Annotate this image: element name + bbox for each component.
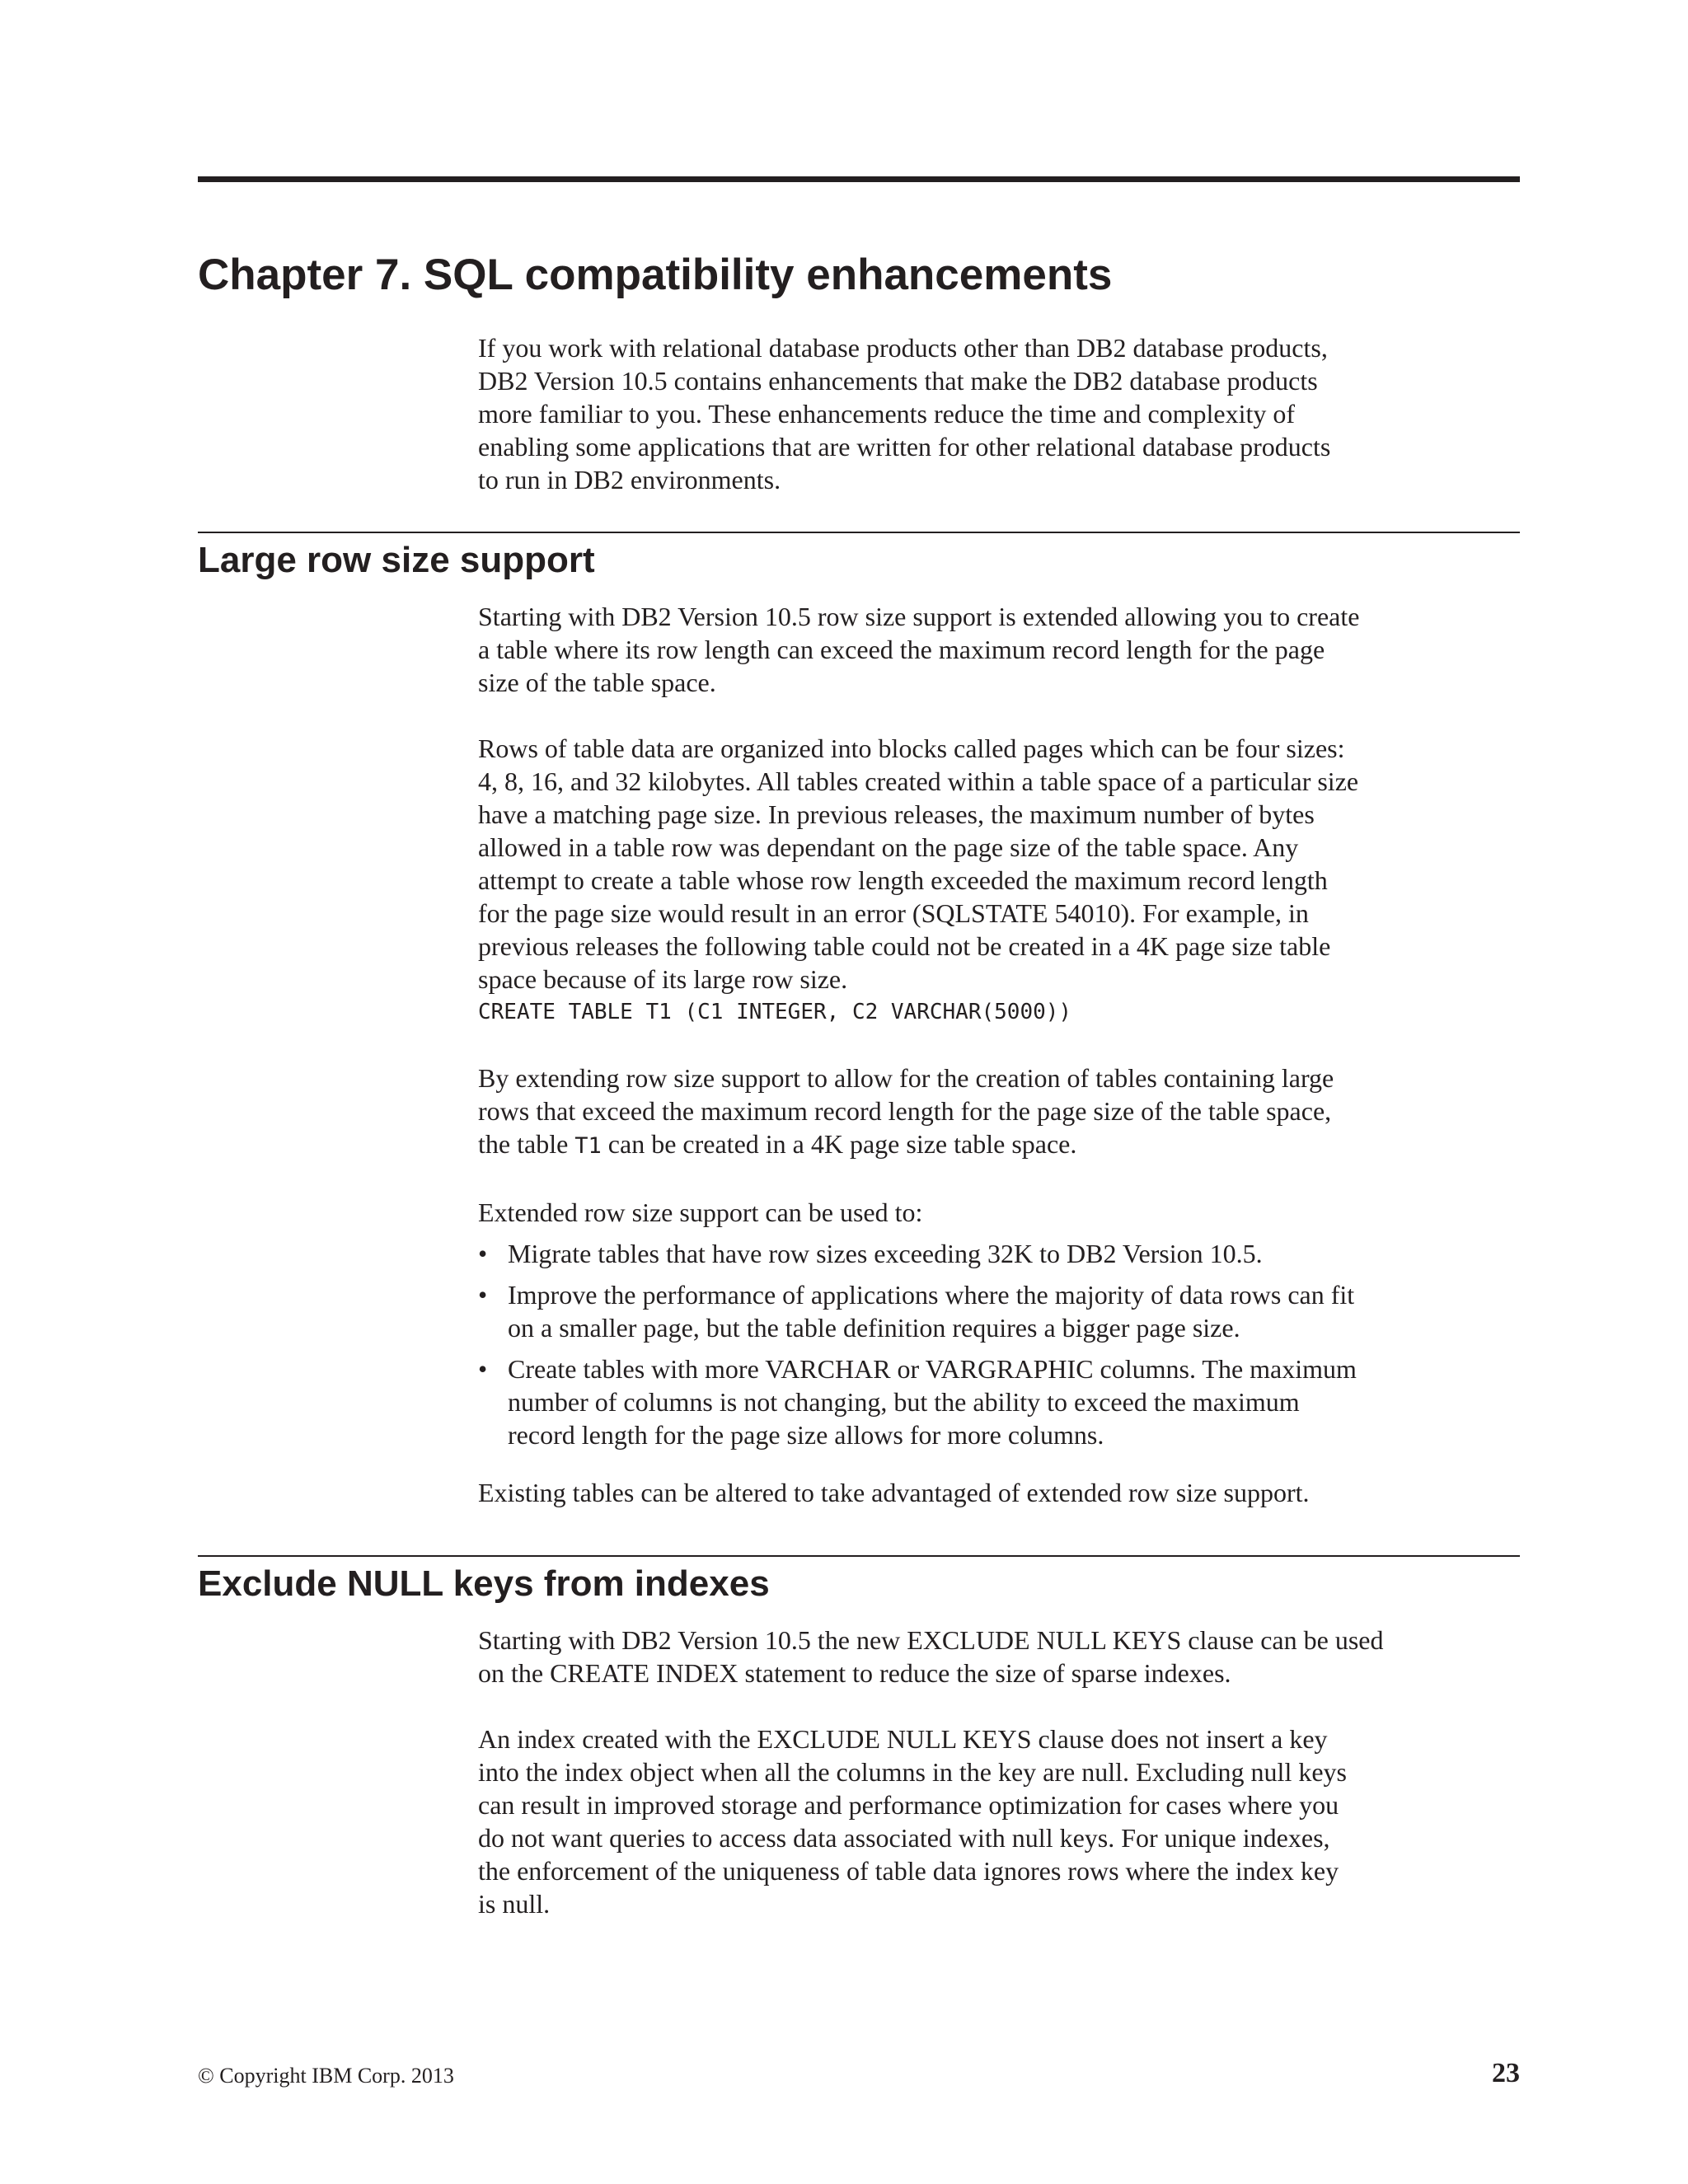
footer-copyright: © Copyright IBM Corp. 2013: [198, 2064, 454, 2088]
text-line: number of columns is not changing, but the ability to exceed the maximum: [508, 1387, 1300, 1417]
code-example: CREATE TABLE T1 (C1 INTEGER, C2 VARCHAR(5000)): [478, 1000, 1072, 1024]
text-line: on the CREATE INDEX statement to reduce the size of sparse indexes.: [478, 1658, 1231, 1688]
paragraph: [478, 1722, 1520, 1920]
text-line: [478, 1127, 1520, 1163]
text-line: If you work with relational database products other than DB2 database products,: [478, 333, 1328, 363]
chapter-title: Chapter 7. SQL compatibility enhancements: [198, 251, 1113, 299]
text-line: rows that exceed the maximum record length for the page size of the table space,: [478, 1096, 1332, 1126]
text-line: into the index object when all the columns in the key are null. Excluding null keys: [478, 1757, 1347, 1787]
chapter-intro: [478, 331, 1520, 496]
paragraph: [478, 732, 1520, 996]
text-line: Rows of table data are organized into blocks called pages which can be four sizes:: [478, 733, 1345, 763]
bullet-list: [478, 1237, 1520, 1451]
section-large-row-body: [478, 600, 1520, 1509]
text-line: more familiar to you. These enhancements reduce the time and complexity of: [478, 399, 1296, 429]
list-item: [478, 1278, 1520, 1344]
paragraph: [478, 1062, 1520, 1163]
section-exclude-null-body: [478, 1624, 1520, 1920]
text-line: allowed in a table row was dependant on the page size of the table space. Any: [478, 832, 1299, 862]
page-number: 23: [1492, 2058, 1520, 2088]
text-line: Migrate tables that have row sizes exceeding 32K to DB2 Version 10.5.: [508, 1239, 1263, 1268]
section-title-large-row: Large row size support: [198, 540, 595, 580]
bullet-icon: •: [478, 1239, 488, 1268]
text-line: previous releases the following table could not be created in a 4K page size table: [478, 931, 1331, 961]
text-line: record length for the page size allows for more columns.: [508, 1420, 1104, 1450]
text-line: attempt to create a table whose row length exceeded the maximum record length: [478, 865, 1328, 895]
chapter-intro-paragraph: [478, 331, 1520, 496]
section-rule-large-row: [198, 532, 1520, 533]
text-line: a table where its row length can exceed the maximum record length for the page: [478, 635, 1325, 664]
bullet-icon: •: [478, 1280, 488, 1310]
text-line: 4, 8, 16, and 32 kilobytes. All tables created within a table space of a particular size: [478, 766, 1359, 796]
paragraph: Existing tables can be altered to take advantaged of extended row size support.: [478, 1478, 1310, 1507]
text-line: to run in DB2 environments.: [478, 465, 781, 494]
text-line: An index created with the EXCLUDE NULL KEYS clause does not insert a key: [478, 1724, 1328, 1754]
text-line: Starting with DB2 Version 10.5 the new EXCLUDE NULL KEYS clause can be used: [478, 1625, 1384, 1655]
text-line: DB2 Version 10.5 contains enhancements that make the DB2 database products: [478, 366, 1318, 396]
text-fragment: can be created in a 4K page size table space.: [601, 1129, 1077, 1159]
bullet-icon: •: [478, 1354, 488, 1384]
text-line: Starting with DB2 Version 10.5 row size support is extended allowing you to create: [478, 602, 1360, 631]
text-line: the enforcement of the uniqueness of table data ignores rows where the index key: [478, 1856, 1339, 1886]
paragraph: [478, 1624, 1520, 1690]
text-line: Improve the performance of applications where the majority of data rows can fit: [508, 1280, 1355, 1310]
section-title-exclude-null: Exclude NULL keys from indexes: [198, 1563, 770, 1604]
text-fragment: the table: [478, 1129, 575, 1159]
text-line: size of the table space.: [478, 668, 716, 697]
text-line: By extending row size support to allow for the creation of tables containing large: [478, 1063, 1334, 1093]
text-line: for the page size would result in an error (SQLSTATE 54010). For example, in: [478, 898, 1309, 928]
text-line: do not want queries to access data associated with null keys. For unique indexes,: [478, 1823, 1330, 1853]
inline-code: T1: [574, 1133, 602, 1159]
text-line: enabling some applications that are written for other relational database products: [478, 432, 1331, 462]
paragraph: Extended row size support can be used to:: [478, 1197, 923, 1227]
text-line: space because of its large row size.: [478, 964, 848, 994]
text-line: have a matching page size. In previous releases, the maximum number of bytes: [478, 799, 1315, 829]
paragraph: [478, 600, 1520, 699]
list-item: [478, 1352, 1520, 1451]
text-line: is null.: [478, 1889, 551, 1919]
list-item: [478, 1237, 1520, 1270]
text-line: on a smaller page, but the table definition requires a bigger page size.: [508, 1313, 1240, 1343]
text-line: Create tables with more VARCHAR or VARGRAPHIC columns. The maximum: [508, 1354, 1357, 1384]
text-line: can result in improved storage and performance optimization for cases where you: [478, 1790, 1339, 1820]
section-rule-exclude-null: [198, 1555, 1520, 1557]
chapter-top-rule: [198, 176, 1520, 182]
